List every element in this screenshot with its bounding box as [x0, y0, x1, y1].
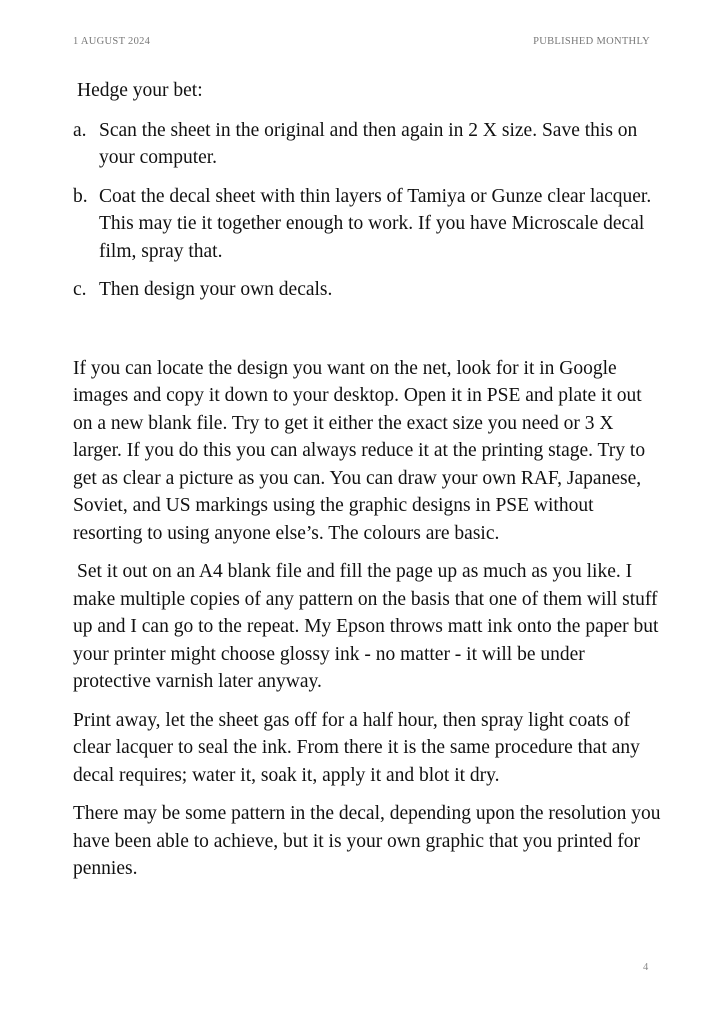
list-marker: c.	[73, 279, 87, 300]
page-header	[73, 36, 650, 50]
page-number: 4	[643, 962, 649, 973]
article-body	[73, 77, 663, 894]
list-item-text: Then design your own decals.	[99, 279, 333, 300]
list-item-text: Scan the sheet in the original and then again in 2 X size. Save this on your computer.	[99, 119, 638, 168]
list-item	[73, 276, 663, 304]
paragraph: Set it out on an A4 blank file and fill the page up as much as you like. I make multiple copies of any pattern on the basis that one of them will stuff up and I can go to the repeat. My Epson throws matt ink onto the paper but your printer might choose glossy ink - no matter - it will be under protective varnish later anyway.	[73, 561, 659, 692]
paragraph: Print away, let the sheet gas off for a half hour, then spray light coats of clear lacquer to seal the ink. From there it is the same procedure that any decal requires; water it, soak it, apply it and blot it dry.	[73, 709, 640, 786]
publication-frequency: PUBLISHED MONTHLY	[533, 36, 650, 47]
list-intro: Hedge your bet:	[77, 80, 203, 101]
steps-list	[73, 117, 663, 304]
spacer	[73, 315, 663, 355]
issue-date: 1 AUGUST 2024	[73, 36, 151, 47]
list-marker: b.	[73, 185, 88, 207]
paragraph: If you can locate the design you want on the net, look for it in Google images and copy it down to your desktop. Open it in PSE and plate it out on a new blank file. Try to get it either the exact size you need or 3 X larger. If you do this you can always reduce it at the printing stage. Try to get as clear a picture as you can. You can draw your own RAF, Japanese, Soviet, and US markings using the graphic designs in PSE without resorting to using anyone else’s. The colours are basic.	[73, 357, 646, 544]
list-marker: a.	[73, 119, 87, 141]
paragraph: There may be some pattern in the decal, depending upon the resolution you have been able to achieve, but it is your own graphic that you printed for pennies.	[73, 803, 661, 879]
list-item	[73, 117, 663, 172]
list-item	[73, 183, 663, 266]
list-item-text: Coat the decal sheet with thin layers of Tamiya or Gunze clear lacquer. This may tie it together enough to work. If you have Microscale decal film, spray that.	[99, 185, 652, 262]
